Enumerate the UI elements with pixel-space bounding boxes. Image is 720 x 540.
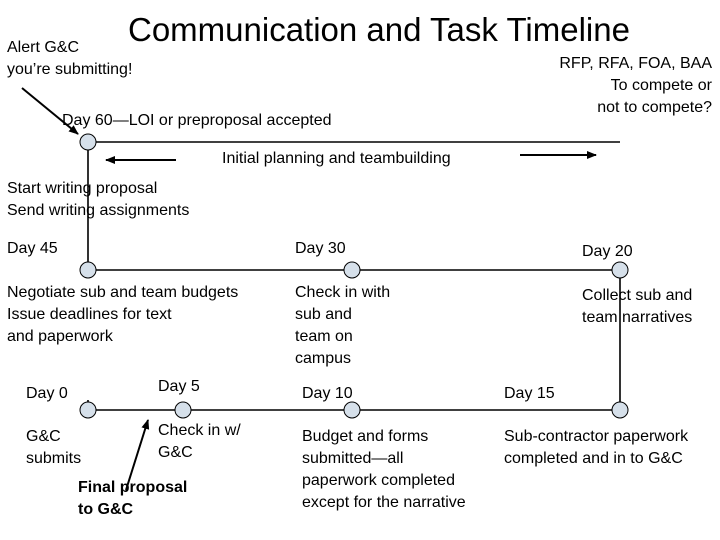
rfp-note: RFP, RFA, FOA, BAA To compete or not to compete?	[559, 55, 712, 116]
node-day45	[80, 262, 96, 278]
day20-label: Day 20	[582, 243, 633, 260]
check-in-gc-label: Check in w/ G&C	[158, 422, 241, 461]
node-day5	[175, 402, 191, 418]
budget-forms-label: Budget and forms submitted—all paperwork completed except for the narrative	[302, 428, 466, 511]
node-day0	[80, 402, 96, 418]
day15-label: Day 15	[504, 385, 555, 402]
day10-label: Day 10	[302, 385, 353, 402]
subcontractor-label: Sub-contractor paperwork completed and in to G&C	[504, 428, 689, 467]
alert-note: Alert G&C you’re submitting!	[7, 39, 133, 78]
day0-label: Day 0	[26, 385, 68, 402]
initial-planning-label: Initial planning and teambuilding	[222, 150, 451, 167]
node-day15	[612, 402, 628, 418]
start-writing-label: Start writing proposal Send writing assignments	[7, 180, 190, 219]
day30-label: Day 30	[295, 240, 346, 257]
negotiate-label: Negotiate sub and team budgets Issue deadlines for text and paperwork	[7, 284, 239, 345]
node-day60	[80, 134, 96, 150]
check-in-campus-label: Check in with sub and team on campus	[295, 284, 391, 367]
node-day20	[612, 262, 628, 278]
gc-submits-label: G&C submits	[26, 428, 82, 467]
day5-label: Day 5	[158, 378, 200, 395]
page-title: Communication and Task Timeline	[128, 11, 630, 48]
day60-label: Day 60—LOI or preproposal accepted	[62, 112, 332, 129]
final-proposal-label: Final proposal to G&C	[78, 479, 188, 518]
day45-label: Day 45	[7, 240, 58, 257]
collect-label: Collect sub and team narratives	[582, 287, 693, 326]
node-day30	[344, 262, 360, 278]
